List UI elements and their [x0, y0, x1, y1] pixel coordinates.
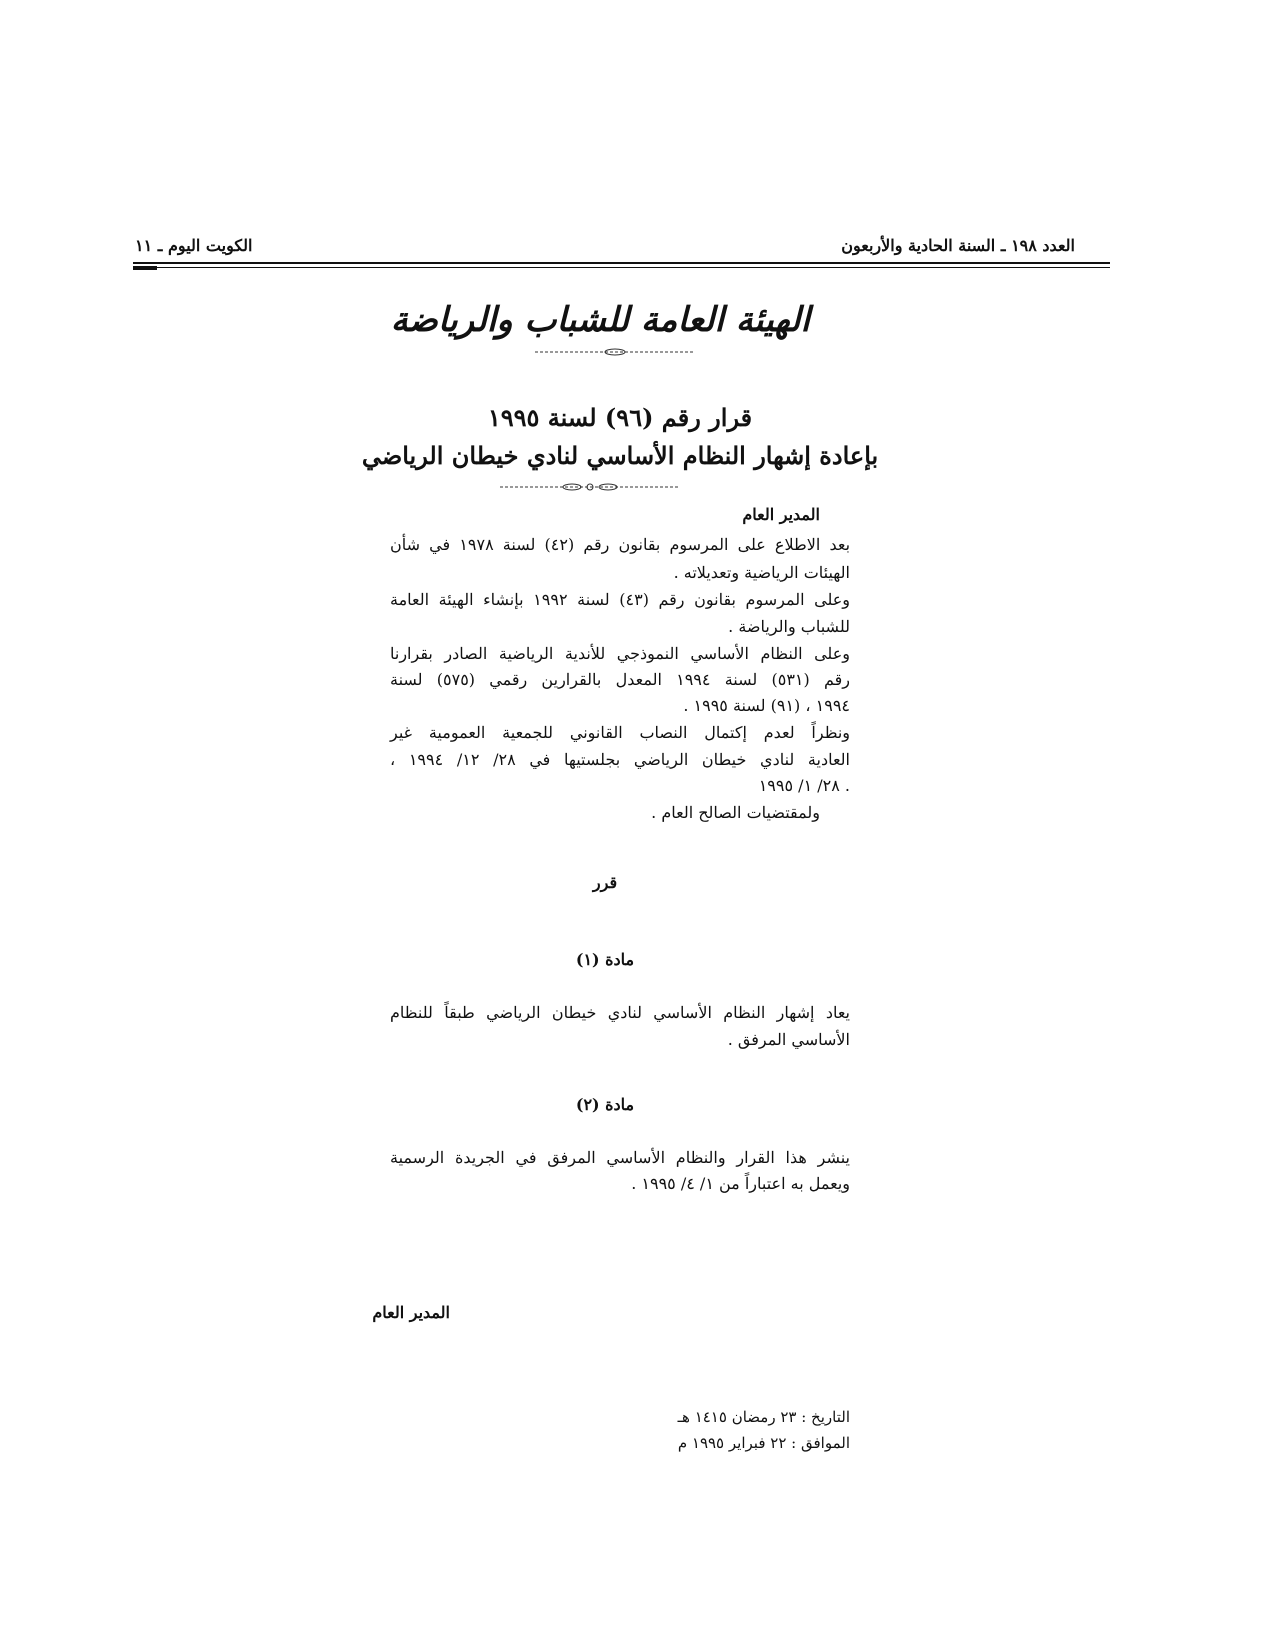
- gregorian-date: الموافق : ٢٢ فبراير ١٩٩٥ م: [677, 1434, 850, 1452]
- issue-number: العدد ١٩٨ ـ السنة الحادية والأربعون: [841, 236, 1075, 255]
- ornament-divider: [535, 347, 695, 357]
- publication-page: الكويت اليوم ـ ١١: [135, 236, 253, 255]
- article-text-line: يعاد إشهار النظام الأساسي لنادي خيطان الرياضي طبقاً للنظام: [390, 1003, 850, 1022]
- article-text-line: ويعمل به اعتباراً من ١/ ٤/ ١٩٩٥ .: [631, 1174, 850, 1193]
- header-rule-mark: [133, 266, 157, 270]
- preamble-line: بعد الاطلاع على المرسوم بقانون رقم (٤٢) لسنة ١٩٧٨ في شأن: [390, 535, 851, 554]
- article-text-line: الأساسي المرفق .: [727, 1030, 850, 1049]
- preamble-line: ولمقتضيات الصالح العام .: [651, 803, 820, 822]
- preamble-line: للشباب والرياضة .: [728, 617, 850, 636]
- header-rule-thin: [133, 267, 1110, 268]
- preamble-line: الهيئات الرياضية وتعديلاته .: [673, 563, 850, 582]
- preamble-line: وعلى المرسوم بقانون رقم (٤٣) لسنة ١٩٩٢ بإنشاء الهيئة العامة: [390, 590, 851, 609]
- preamble-line: ونظراً لعدم إكتمال النصاب القانوني للجمعية العمومية غير: [390, 723, 850, 742]
- decision-title: قرار رقم (٩٦) لسنة ١٩٩٥: [487, 403, 753, 432]
- preamble-line: العادية لنادي خيطان الرياضي بجلستيها في ٢٨/ ١٢/ ١٩٩٤ ،: [390, 750, 850, 769]
- decision-subtitle: بإعادة إشهار النظام الأساسي لنادي خيطان الرياضي: [361, 441, 879, 470]
- article-text-line: ينشر هذا القرار والنظام الأساسي المرفق في الجريدة الرسمية: [390, 1148, 850, 1167]
- ornament-divider: [500, 482, 680, 492]
- preamble-line: ١٩٩٤ ، (٩١) لسنة ١٩٩٥ .: [683, 696, 850, 715]
- preamble-line: رقم (٥٣١) لسنة ١٩٩٤ المعدل بالقرارين رقمي (٥٧٥) لسنة: [390, 670, 850, 689]
- article-label: مادة (١): [575, 950, 635, 969]
- decides-heading: قرر: [592, 873, 618, 892]
- header-rule: [133, 262, 1110, 264]
- preamble-heading: المدير العام: [742, 505, 820, 524]
- hijri-date: التاريخ : ٢٣ رمضان ١٤١٥ هـ: [677, 1408, 850, 1426]
- signature-title: المدير العام: [372, 1303, 450, 1322]
- preamble-line: وعلى النظام الأساسي النموذجي للأندية الرياضية الصادر بقرارنا: [390, 644, 850, 663]
- authority-name: الهيئة العامة للشباب والرياضة: [390, 300, 810, 340]
- preamble-line: ٢٨/ ١/ ١٩٩٥ .: [758, 776, 850, 795]
- article-label: مادة (٢): [575, 1095, 635, 1114]
